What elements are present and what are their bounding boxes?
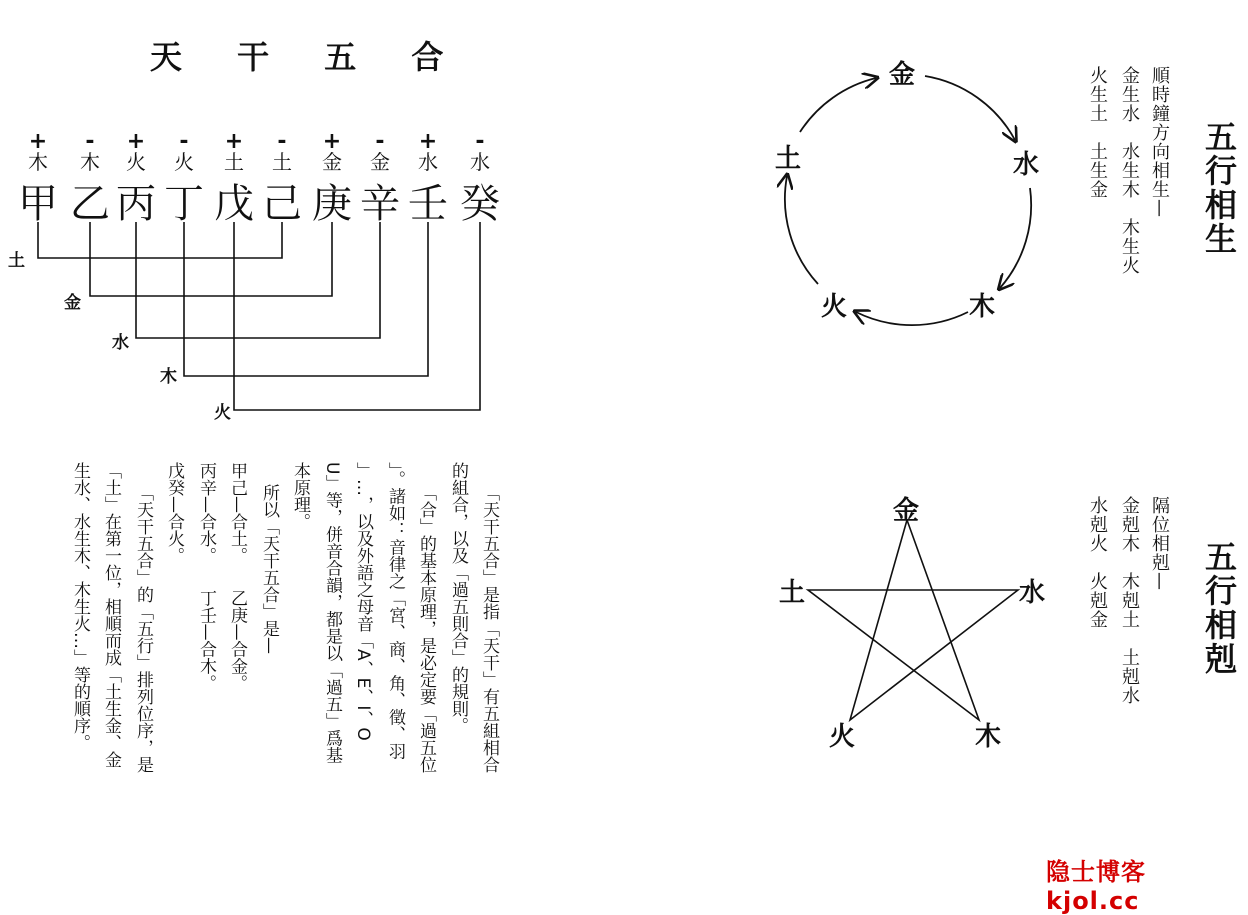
ke-node-water: 水 <box>1018 578 1045 608</box>
stem-element: 火 <box>174 150 194 174</box>
watermark: 隐士博客 kjol.cc <box>1046 858 1146 915</box>
polarity-sign: - <box>475 129 485 154</box>
heavenly-stem: 壬 <box>408 181 448 227</box>
stem-element: 土 <box>272 150 292 174</box>
sheng-node-earth: 土 <box>774 144 801 174</box>
body-text-column: 「天干五合」是指「天干」有五組相合 <box>479 484 499 773</box>
heavenly-stem: 庚 <box>312 181 352 227</box>
heavenly-stem: 乙 <box>70 181 110 227</box>
ke-node-earth: 土 <box>778 578 805 608</box>
heavenly-stem: 辛 <box>360 181 400 227</box>
heavenly-stem: 丁 <box>164 181 204 227</box>
stem-element: 水 <box>470 150 490 174</box>
stem-element: 土 <box>224 150 244 174</box>
polarity-sign: - <box>179 129 189 154</box>
combo-label-water: 水 <box>112 333 129 353</box>
body-text-column: 戊癸—合火。 <box>164 462 184 564</box>
body-text-column: 」…，以及外語之母音「A、E、I、O <box>353 462 373 741</box>
polarity-sign: - <box>85 129 95 154</box>
ke-node-metal: 金 <box>892 496 919 526</box>
stem-element: 水 <box>418 150 438 174</box>
polarity-sign: + <box>418 129 438 154</box>
ke-subtitle: 隔位相剋— <box>1149 496 1170 591</box>
sheng-title: 五行相生 <box>1200 120 1238 256</box>
heavenly-stem: 甲 <box>18 181 58 227</box>
body-text-column: 生水、水生木、木生火…」等的順序。 <box>70 462 90 751</box>
stem-element: 金 <box>370 150 390 174</box>
polarity-sign: + <box>28 129 48 154</box>
sheng-col2: 火生土 土生金 <box>1087 66 1108 199</box>
body-text-column: 本原理。 <box>290 462 310 530</box>
body-text-column: 」。諸如：音律之「宮、商、角、徵、羽 <box>385 462 405 760</box>
body-text-column: 丙辛—合水。 丁壬—合木。 <box>196 462 216 692</box>
polarity-sign: + <box>224 129 244 154</box>
stem-element: 金 <box>322 150 342 174</box>
body-text-column: 甲己—合土。 乙庚—合金。 <box>227 462 247 692</box>
body-text-column: U」等，併音合韻，都是以「過五」爲基 <box>322 462 342 764</box>
combo-label-wood: 木 <box>160 367 177 387</box>
body-text-column: 所以「天干五合」是— <box>259 484 279 654</box>
polarity-sign: + <box>322 129 342 154</box>
body-text-column: 「天干五合」的「五行」排列位序，是 <box>133 484 153 773</box>
body-text-column: 的組合，以及「過五則合」的規則。 <box>448 462 468 734</box>
body-text-column: 「合」的基本原理，是必定要「過五位 <box>416 484 436 773</box>
sheng-subtitle: 順時鐘方向相生— <box>1149 66 1170 218</box>
page-title: 天 干 五 合 <box>150 38 466 76</box>
combo-label-fire: 火 <box>214 403 231 423</box>
ke-node-wood: 木 <box>974 722 1001 752</box>
polarity-sign: - <box>277 129 287 154</box>
combo-label-metal: 金 <box>64 293 81 313</box>
ke-col2: 水剋火 火剋金 <box>1087 496 1108 629</box>
sheng-node-water: 水 <box>1012 150 1039 180</box>
body-text-column: 「土」在第一位，相順而成「土生金、金 <box>101 462 121 768</box>
heavenly-stem: 丙 <box>116 181 156 227</box>
heavenly-stem: 癸 <box>460 181 500 227</box>
stem-element: 木 <box>28 150 48 174</box>
ke-col1: 金剋木 木剋土 土剋水 <box>1119 496 1140 705</box>
stem-element: 火 <box>126 150 146 174</box>
heavenly-stem: 戊 <box>214 181 254 227</box>
heavenly-stem: 己 <box>262 181 302 227</box>
stem-element: 木 <box>80 150 100 174</box>
combo-label-earth: 土 <box>8 251 25 271</box>
polarity-sign: - <box>375 129 385 154</box>
polarity-sign: + <box>126 129 146 154</box>
sheng-col1: 金生水 水生木 木生火 <box>1119 66 1140 275</box>
sheng-node-metal: 金 <box>888 60 915 90</box>
ke-title: 五行相剋 <box>1200 540 1238 676</box>
sheng-node-wood: 木 <box>968 292 995 322</box>
ke-node-fire: 火 <box>828 722 855 752</box>
sheng-node-fire: 火 <box>820 292 847 322</box>
